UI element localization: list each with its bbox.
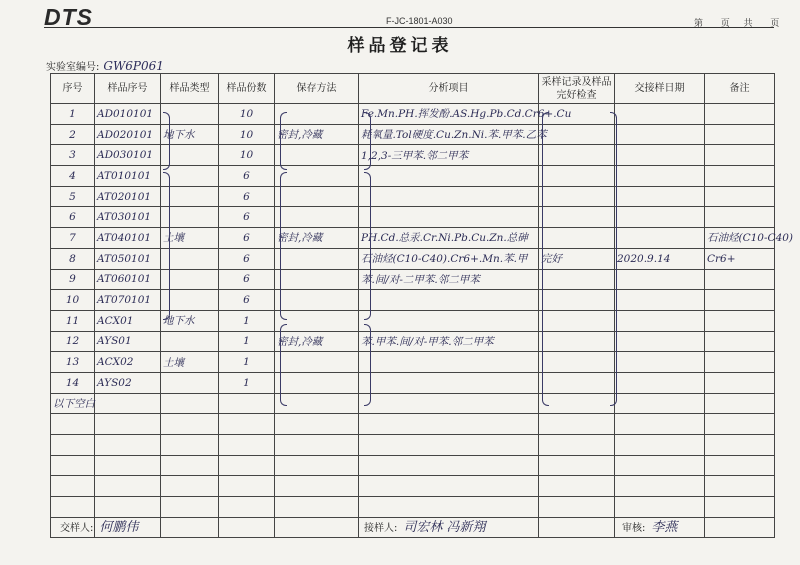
cell-no: 12 xyxy=(51,331,95,352)
cell-analysis: 耗氧量.Tol硬度.Cu.Zn.Ni.苯.甲苯.乙苯 xyxy=(359,124,539,145)
cell-handover-date xyxy=(615,414,705,435)
cell-remark xyxy=(705,207,775,228)
cell-handover-date xyxy=(615,372,705,393)
cell-storage: 密封,冷藏 xyxy=(275,124,359,145)
cell-no xyxy=(51,414,95,435)
cell-sample-qty: 6 xyxy=(219,228,275,249)
cell-sample-qty: 1 xyxy=(219,310,275,331)
cell-sample-qty xyxy=(219,476,275,497)
cell-sampling-check xyxy=(539,372,615,393)
cell-handover-date xyxy=(615,455,705,476)
cell-no xyxy=(51,497,95,518)
cell-sampling-check xyxy=(539,269,615,290)
cell-no: 7 xyxy=(51,228,95,249)
cell-sample-type: 土壤 xyxy=(161,352,219,373)
table-row xyxy=(51,248,775,269)
cell-remark xyxy=(705,186,775,207)
cell-analysis xyxy=(359,476,539,497)
cell-handover-date: 2020.9.14 xyxy=(615,248,705,269)
header-sample-qty: 样品份数 xyxy=(219,74,275,104)
cell-sampling-check xyxy=(539,497,615,518)
cell-sampling-check xyxy=(539,435,615,456)
cell-remark xyxy=(705,104,775,125)
cell-sample-type xyxy=(161,517,219,538)
cell-sample-qty: 10 xyxy=(219,104,275,125)
cell-sample-qty xyxy=(219,435,275,456)
cell-analysis: PH.Cd.总汞.Cr.Ni.Pb.Cu.Zn.总砷 xyxy=(359,228,539,249)
cell-sample-code xyxy=(95,414,161,435)
cell-sampling-check xyxy=(539,517,615,538)
cell-sampling-check xyxy=(539,207,615,228)
header-rule xyxy=(44,27,774,28)
cell-sample-code: AT040101 xyxy=(95,228,161,249)
cell-storage xyxy=(275,372,359,393)
cell-remark xyxy=(705,331,775,352)
lab-number-value: GW6P061 xyxy=(101,59,172,74)
cell-remark xyxy=(705,455,775,476)
cell-analysis: 苯.甲苯.间/对-甲苯.邻二甲苯 xyxy=(359,331,539,352)
cell-sampling-check xyxy=(539,393,615,414)
cell-sample-qty xyxy=(219,497,275,518)
header-analysis: 分析项目 xyxy=(359,74,539,104)
cell-sample-code: AD010101 xyxy=(95,104,161,125)
cell-no: 9 xyxy=(51,269,95,290)
cell-sample-qty: 10 xyxy=(219,124,275,145)
receiver-signature: 司宏林 冯新翔 xyxy=(403,520,486,535)
cell-storage xyxy=(275,145,359,166)
cell-sample-code: AT030101 xyxy=(95,207,161,228)
cell-remark xyxy=(705,145,775,166)
cell-storage xyxy=(275,352,359,373)
cell-sample-qty: 6 xyxy=(219,290,275,311)
cell-sampling-check xyxy=(539,124,615,145)
cell-analysis xyxy=(359,352,539,373)
cell-storage xyxy=(275,414,359,435)
table-header-row xyxy=(51,74,775,104)
cell-storage xyxy=(275,269,359,290)
reviewer-label: 审核: xyxy=(622,523,646,534)
cell-storage xyxy=(275,290,359,311)
cell-sample-code: AD020101 xyxy=(95,124,161,145)
cell-sampling-check xyxy=(539,228,615,249)
cell-analysis: 1,2,3-三甲苯.邻二甲苯 xyxy=(359,145,539,166)
page-gong-label: 共 xyxy=(743,19,753,29)
store-group-brace xyxy=(280,172,287,320)
cell-remark xyxy=(705,124,775,145)
receiver-block xyxy=(364,516,486,535)
cell-no xyxy=(51,435,95,456)
cell-analysis: 石油烃(C10-C40).Cr6+.Mn.苯.甲 xyxy=(359,248,539,269)
cell-sample-code xyxy=(95,476,161,497)
cell-analysis xyxy=(359,207,539,228)
cell-remark xyxy=(705,393,775,414)
cell-storage xyxy=(275,476,359,497)
deliverer-block xyxy=(60,516,138,535)
cell-sample-type xyxy=(161,497,219,518)
cell-analysis xyxy=(359,435,539,456)
header-sampling-check: 采样记录及样品完好检查 xyxy=(539,74,615,104)
header-sample-type: 样品类型 xyxy=(161,74,219,104)
form-title: 样品登记表 xyxy=(347,36,453,56)
cell-analysis xyxy=(359,310,539,331)
cell-storage xyxy=(275,393,359,414)
cell-remark xyxy=(705,497,775,518)
cell-sample-qty: 6 xyxy=(219,248,275,269)
cell-sample-code: AT060101 xyxy=(95,269,161,290)
cell-no: 以下空白 xyxy=(51,393,95,414)
cell-sample-type: 地下水 xyxy=(161,124,219,145)
cell-sample-code xyxy=(95,435,161,456)
company-logo: DTS xyxy=(44,4,93,30)
table-row xyxy=(51,497,775,518)
table-row xyxy=(51,290,775,311)
cell-no: 3 xyxy=(51,145,95,166)
cell-handover-date xyxy=(615,352,705,373)
table-row xyxy=(51,435,775,456)
cell-remark xyxy=(705,414,775,435)
cell-sample-type xyxy=(161,455,219,476)
cell-analysis: 苯.间/对-二甲苯.邻二甲苯 xyxy=(359,269,539,290)
table-row xyxy=(51,228,775,249)
page-ye-label: 页 xyxy=(720,19,730,29)
cell-sample-type xyxy=(161,331,219,352)
cell-sample-type xyxy=(161,476,219,497)
cell-sampling-check xyxy=(539,476,615,497)
table-row xyxy=(51,166,775,187)
cell-no: 8 xyxy=(51,248,95,269)
cell-handover-date xyxy=(615,290,705,311)
table-row xyxy=(51,310,775,331)
cell-no: 4 xyxy=(51,166,95,187)
cell-no xyxy=(51,476,95,497)
cell-sample-code xyxy=(95,455,161,476)
cell-sample-qty: 1 xyxy=(219,352,275,373)
lab-number xyxy=(46,58,172,73)
cell-sample-code: AYS02 xyxy=(95,372,161,393)
page-ye2-label: 页 xyxy=(770,19,780,29)
header-storage: 保存方法 xyxy=(275,74,359,104)
table-row xyxy=(51,186,775,207)
type-group-brace xyxy=(163,172,170,320)
cell-sample-qty: 6 xyxy=(219,207,275,228)
cell-analysis: Fe.Mn.PH.挥发酚.AS.Hg.Pb.Cd.Cr6+.Cu xyxy=(359,104,539,125)
header-sample-code: 样品序号 xyxy=(95,74,161,104)
cell-analysis xyxy=(359,455,539,476)
cell-handover-date xyxy=(615,145,705,166)
cell-remark xyxy=(705,290,775,311)
cell-storage xyxy=(275,104,359,125)
cell-sampling-check xyxy=(539,414,615,435)
receiver-label: 接样人: xyxy=(364,523,398,534)
cell-storage xyxy=(275,517,359,538)
cell-handover-date xyxy=(615,497,705,518)
cell-analysis xyxy=(359,497,539,518)
cell-analysis xyxy=(359,372,539,393)
table-row xyxy=(51,455,775,476)
cell-storage: 密封,冷藏 xyxy=(275,331,359,352)
cell-sampling-check xyxy=(539,455,615,476)
cell-sample-type xyxy=(161,372,219,393)
cell-handover-date xyxy=(615,186,705,207)
cell-handover-date xyxy=(615,269,705,290)
cell-handover-date xyxy=(615,435,705,456)
cell-sample-code: AYS01 xyxy=(95,331,161,352)
cell-sample-code: ACX01 xyxy=(95,310,161,331)
lab-number-label: 实验室编号: xyxy=(46,62,100,73)
cell-remark: Cr6+ xyxy=(705,248,775,269)
cell-no: 2 xyxy=(51,124,95,145)
cell-analysis xyxy=(359,290,539,311)
cell-sample-type xyxy=(161,435,219,456)
type-group-brace xyxy=(163,112,170,170)
cell-sample-qty: 6 xyxy=(219,269,275,290)
cell-sampling-check xyxy=(539,186,615,207)
cell-sample-qty: 6 xyxy=(219,186,275,207)
cell-sample-code: AT020101 xyxy=(95,186,161,207)
cell-no: 14 xyxy=(51,372,95,393)
table-row xyxy=(51,145,775,166)
cell-sample-type xyxy=(161,393,219,414)
cell-handover-date xyxy=(615,166,705,187)
cell-handover-date xyxy=(615,476,705,497)
cell-handover-date xyxy=(615,207,705,228)
cell-handover-date xyxy=(615,124,705,145)
cell-no: 5 xyxy=(51,186,95,207)
table-row xyxy=(51,393,775,414)
cell-remark xyxy=(705,372,775,393)
cell-sample-code: AT050101 xyxy=(95,248,161,269)
cell-remark xyxy=(705,166,775,187)
cell-remark xyxy=(705,310,775,331)
cell-sample-qty xyxy=(219,393,275,414)
cell-sample-qty: 10 xyxy=(219,145,275,166)
cell-storage: 密封,冷藏 xyxy=(275,228,359,249)
cell-sample-code: ACX02 xyxy=(95,352,161,373)
cell-storage xyxy=(275,435,359,456)
cell-storage xyxy=(275,207,359,228)
cell-sample-code: AD030101 xyxy=(95,145,161,166)
cell-remark xyxy=(705,435,775,456)
analysis-group-brace xyxy=(364,324,371,406)
cell-storage xyxy=(275,166,359,187)
deliverer-signature: 何鹏伟 xyxy=(99,520,139,535)
date-group-brace xyxy=(610,112,617,406)
cell-no xyxy=(51,455,95,476)
cell-sample-code xyxy=(95,393,161,414)
reviewer-block xyxy=(622,516,677,535)
cell-analysis xyxy=(359,414,539,435)
cell-storage xyxy=(275,186,359,207)
cell-sample-qty: 1 xyxy=(219,331,275,352)
header-handover-date: 交接样日期 xyxy=(615,74,705,104)
table-row xyxy=(51,352,775,373)
cell-storage xyxy=(275,455,359,476)
store-group-brace xyxy=(280,324,287,406)
form-code: F-JC-1801-A030 xyxy=(386,16,453,26)
reviewer-signature: 李燕 xyxy=(651,520,678,535)
check-group-brace xyxy=(542,112,549,406)
cell-storage xyxy=(275,497,359,518)
cell-sample-code xyxy=(95,497,161,518)
table-row xyxy=(51,104,775,125)
cell-no: 6 xyxy=(51,207,95,228)
cell-analysis xyxy=(359,186,539,207)
analysis-group-brace xyxy=(364,172,371,320)
cell-sampling-check: 完好 xyxy=(539,248,615,269)
cell-no: 11 xyxy=(51,310,95,331)
cell-sample-type: 土壤 xyxy=(161,228,219,249)
cell-remark: 石油烃(C10-C40) xyxy=(705,228,775,249)
cell-sampling-check xyxy=(539,352,615,373)
cell-no: 13 xyxy=(51,352,95,373)
cell-no: 10 xyxy=(51,290,95,311)
header-remark: 备注 xyxy=(705,74,775,104)
header-no: 序号 xyxy=(51,74,95,104)
cell-sample-qty: 6 xyxy=(219,166,275,187)
deliverer-label: 交样人: xyxy=(60,523,94,534)
cell-analysis xyxy=(359,166,539,187)
cell-sample-qty xyxy=(219,517,275,538)
cell-handover-date xyxy=(615,104,705,125)
sample-table xyxy=(50,73,794,538)
store-group-brace xyxy=(280,112,287,170)
cell-no: 1 xyxy=(51,104,95,125)
cell-remark xyxy=(705,476,775,497)
cell-sampling-check xyxy=(539,145,615,166)
cell-sample-qty: 1 xyxy=(219,372,275,393)
table-body xyxy=(51,104,794,538)
cell-storage xyxy=(275,310,359,331)
cell-handover-date xyxy=(615,228,705,249)
cell-sample-qty xyxy=(219,455,275,476)
table-row xyxy=(51,207,775,228)
analysis-group-brace xyxy=(364,112,371,170)
cell-analysis xyxy=(359,393,539,414)
cell-remark xyxy=(705,517,775,538)
cell-sampling-check xyxy=(539,290,615,311)
cell-sample-code: AT070101 xyxy=(95,290,161,311)
cell-sampling-check xyxy=(539,310,615,331)
cell-sample-type: 地下水 xyxy=(161,310,219,331)
cell-sample-qty xyxy=(219,414,275,435)
cell-sample-code: AT010101 xyxy=(95,166,161,187)
table-row xyxy=(51,372,775,393)
cell-remark xyxy=(705,352,775,373)
table-row xyxy=(51,414,775,435)
table-row xyxy=(51,331,775,352)
cell-handover-date xyxy=(615,331,705,352)
cell-sample-type xyxy=(161,414,219,435)
cell-sampling-check xyxy=(539,331,615,352)
cell-handover-date xyxy=(615,393,705,414)
cell-storage xyxy=(275,248,359,269)
table-row xyxy=(51,124,775,145)
cell-sampling-check xyxy=(539,166,615,187)
cell-handover-date xyxy=(615,310,705,331)
table-row xyxy=(51,269,775,290)
page-di-label: 第 xyxy=(694,19,704,29)
cell-remark xyxy=(705,269,775,290)
table-row xyxy=(51,476,775,497)
